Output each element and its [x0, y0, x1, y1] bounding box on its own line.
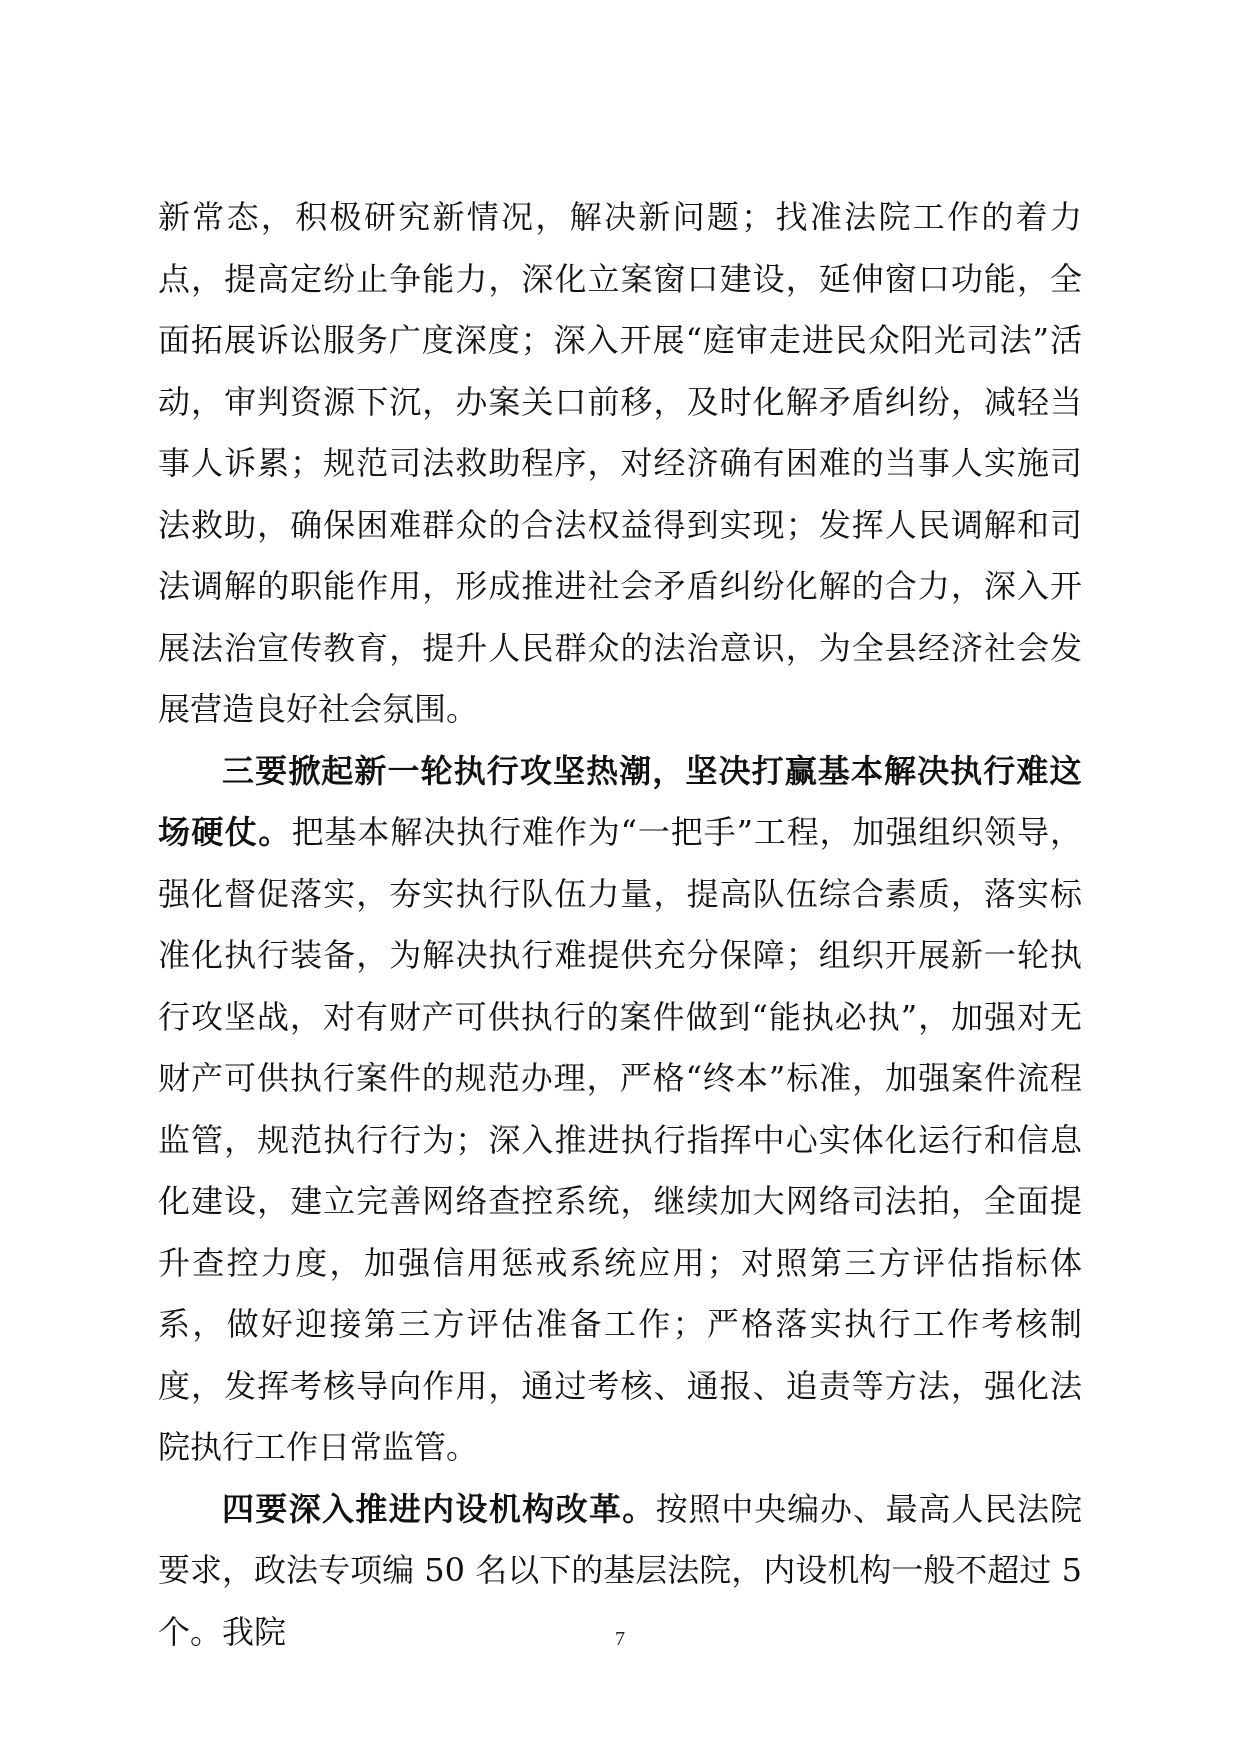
page-number: 7	[615, 1628, 625, 1650]
paragraph-continuation	[158, 187, 1082, 741]
paragraph-execution	[158, 741, 1082, 1479]
paragraph-text: 把基本解决执行难作为“一把手”工程，加强组织领导，强化督促落实，夯实执行队伍力量，提高队伍综合素质，落实标准化执行装备，为解决执行难提供充分保障；组织开展新一轮执行攻坚战，对有财产可供执行的案件做到“能执必执”，加强对无财产可供执行案件的规范办理，严格“终本”标准，加强案件流程监管，规范执行行为；深入推进执行指挥中心实体化运行和信息化建设，建立完善网络查控系统，继续加大网络司法拍，全面提升查控力度，加强信用惩戒系统应用；对照第三方评估指标体系，做好迎接第三方评估准备工作；严格落实执行工作考核制度，发挥考核导向作用，通过考核、通报、追责等方法，强化法院执行工作日常监管。	[158, 813, 1082, 1466]
document-body	[158, 187, 1082, 1663]
paragraph-text: 按照中央编办、最高人民法院要求，政法专项编 50 名以下的基层法院，内设机构一般不超过 5 个。我院	[158, 1489, 1082, 1651]
paragraph-lead: 三要掀起新一轮执行攻坚热潮，坚决打赢基本解决执行难这场硬仗。	[158, 751, 1082, 851]
paragraph-lead: 四要深入推进内设机构改革。	[222, 1489, 656, 1528]
paragraph-text: 新常态，积极研究新情况，解决新问题；找准法院工作的着力点，提高定纷止争能力，深化立案窗口建设，延伸窗口功能，全面拓展诉讼服务广度深度；深入开展“庭审走进民众阳光司法”活动，审判资源下沉，办案关口前移，及时化解矛盾纠纷，减轻当事人诉累；规范司法救助程序，对经济确有困难的当事人实施司法救助，确保困难群众的合法权益得到实现；发挥人民调解和司法调解的职能作用，形成推进社会矛盾纠纷化解的合力，深入开展法治宣传教育，提升人民群众的法治意识，为全县经济社会发展营造良好社会氛围。	[158, 198, 1082, 728]
